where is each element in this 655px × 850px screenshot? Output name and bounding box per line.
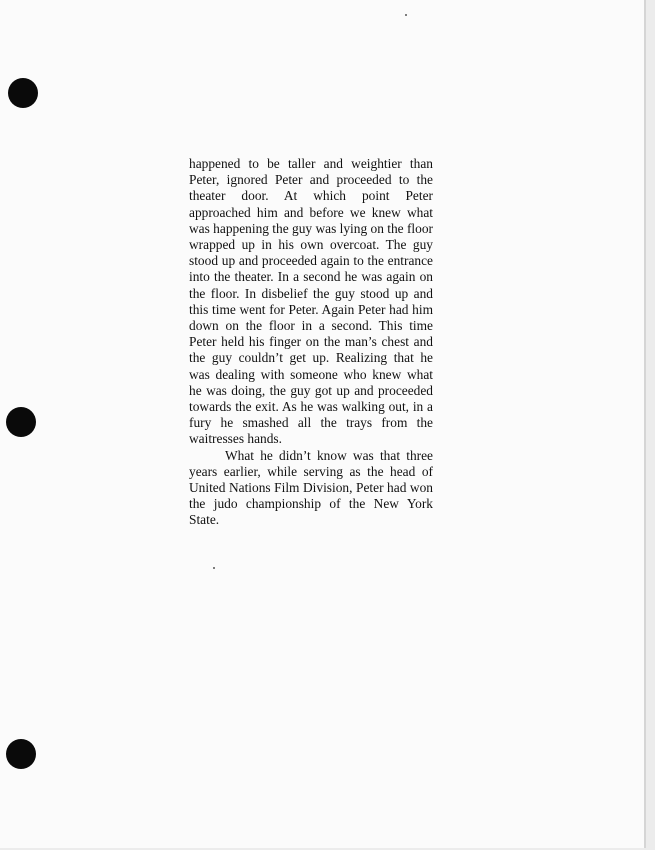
binder-hole-bottom: [6, 739, 36, 769]
scan-speck: [213, 567, 215, 569]
binder-hole-middle: [6, 407, 36, 437]
body-text: [189, 156, 433, 529]
binder-hole-top: [8, 78, 38, 108]
scan-speck: [405, 14, 407, 16]
paragraph-2: What he didn’t know was that three years earlier, while serving as the head of United Nations Film Division, Peter had won the judo championship of the New York State.: [189, 447, 433, 528]
paragraph-1: happened to be taller and weightier than Peter, ignored Peter and proceeded to the theater door. At which point Peter approached him and before we knew what was happening the guy was lying on the floor wrapped up in his own overcoat. The guy stood up and proceeded again to the entrance into the theater. In a second he was again on the floor. In disbelief the guy stood up and this time went for Peter. Again Peter had him down on the floor in a second. This time Peter held his finger on the man’s chest and the guy couldn’t get up. Realizing that he was dealing with someone who knew what he was doing, the guy got up and proceeded towards the exit. As he was walking out, in a fury he smashed all the trays from the waitresses hands.: [189, 156, 433, 447]
